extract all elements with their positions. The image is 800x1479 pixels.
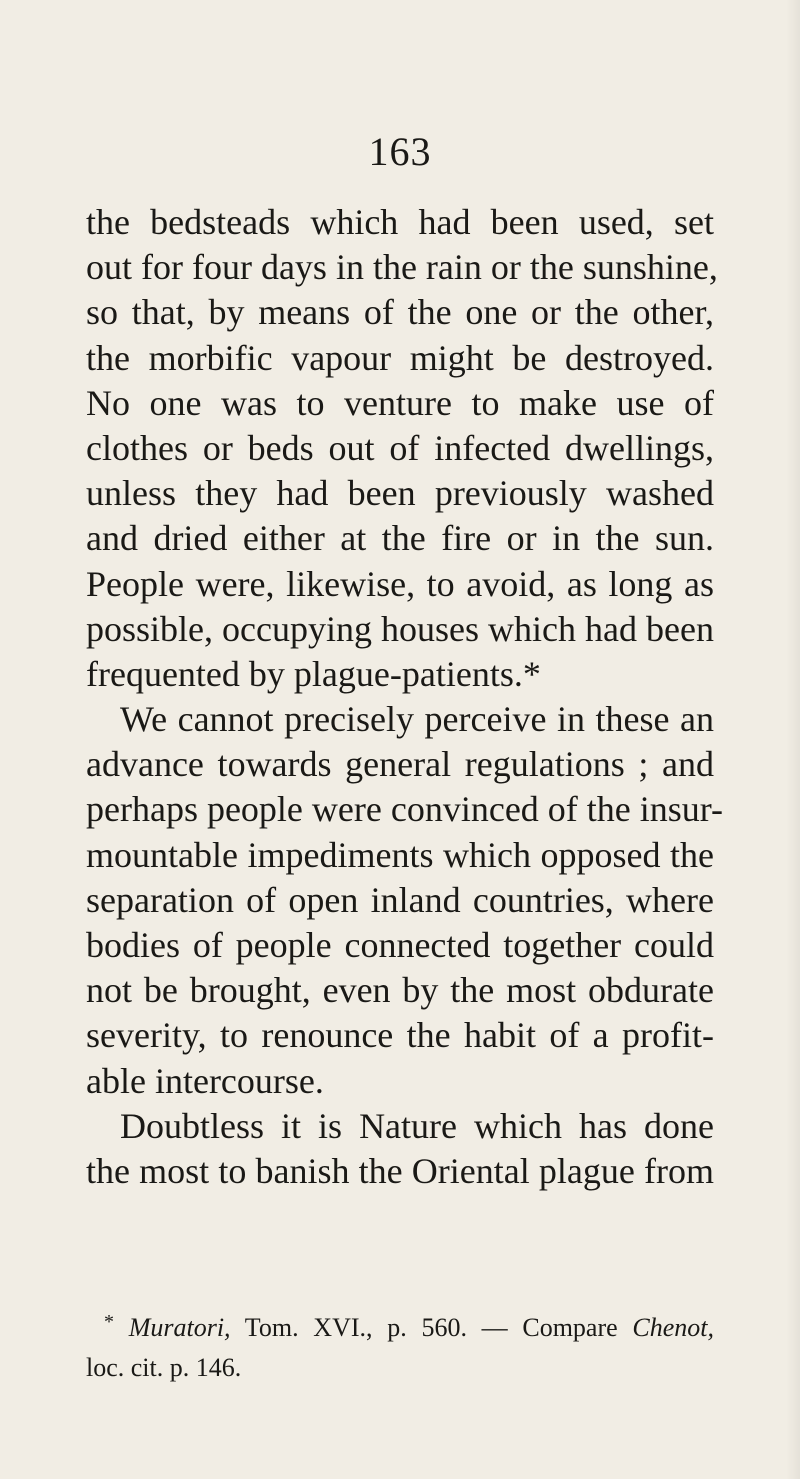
text-line: frequented by plague-patients.* xyxy=(86,653,541,694)
footnote-mark: * xyxy=(104,1311,114,1333)
text-line: and dried either at the fire or in the sun. xyxy=(86,518,714,559)
footnote-line: loc. cit. p. 146. xyxy=(86,1353,242,1382)
footnote-line xyxy=(86,1308,714,1348)
text-line: the morbific vapour might be destroyed. xyxy=(86,337,714,378)
text-line: severity, to renounce the habit of a profit- xyxy=(86,1015,714,1056)
text-line: mountable impediments which opposed the xyxy=(86,834,714,875)
text-line: out for four days in the rain or the sunshine, xyxy=(86,247,718,288)
text-line: clothes or beds out of infected dwellings, xyxy=(86,427,714,468)
text-line: perhaps people were convinced of the insur- xyxy=(86,789,724,830)
page-number: 163 xyxy=(368,129,432,174)
body-text xyxy=(86,200,724,1194)
text-line: not be brought, even by the most obdurate xyxy=(86,970,714,1011)
footnote-author: Muratori, xyxy=(128,1313,231,1342)
text-line: so that, by means of the one or the other, xyxy=(86,292,714,333)
footnote-text: Tom. XVI., p. 560. — Compare xyxy=(230,1313,633,1342)
text-line: No one was to venture to make use of xyxy=(86,382,714,423)
text-line: advance towards general regulations ; and xyxy=(86,744,714,785)
text-line: separation of open inland countries, where xyxy=(86,879,714,920)
text-line: Doubtless it is Nature which has done xyxy=(120,1105,714,1146)
footnote-author-2: Chenot, xyxy=(632,1313,714,1342)
footnote xyxy=(86,1308,714,1388)
text-line: possible, occupying houses which had been xyxy=(86,608,714,649)
page-edge-shadow xyxy=(786,0,800,1479)
text-line: able intercourse. xyxy=(86,1060,324,1101)
text-line: unless they had been previously washed xyxy=(86,473,714,514)
text-line: the bedsteads which had been used, set xyxy=(86,202,714,242)
text-line: bodies of people connected together could xyxy=(86,925,714,965)
text-line: People were, likewise, to avoid, as long as xyxy=(86,563,714,604)
text-line: We cannot precisely perceive in these an xyxy=(120,699,714,740)
text-line: the most to banish the Oriental plague from xyxy=(86,1150,714,1191)
